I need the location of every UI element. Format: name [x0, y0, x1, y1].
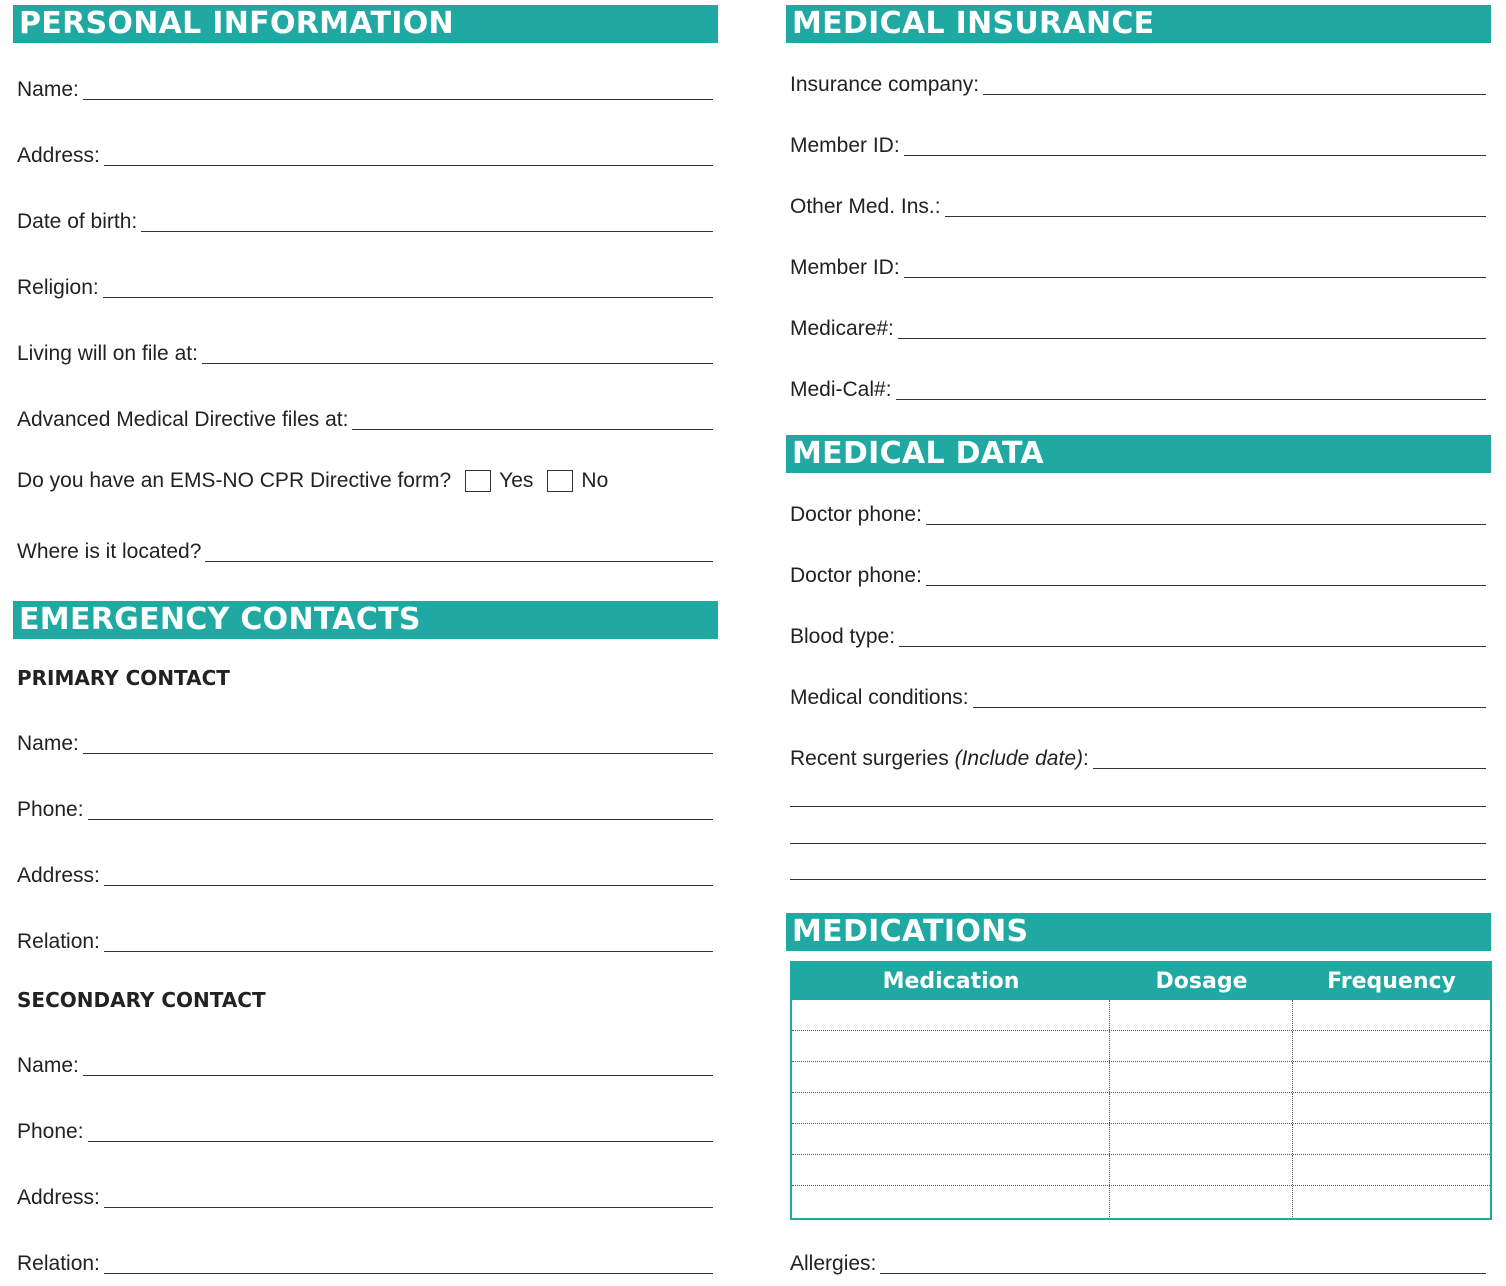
blood-type-field[interactable]: [790, 625, 1486, 649]
field-label: Address:: [17, 864, 100, 887]
input-line[interactable]: [104, 1207, 713, 1208]
table-row: [792, 1000, 1490, 1031]
primary-phone-field[interactable]: [17, 798, 713, 822]
no-checkbox[interactable]: [547, 470, 573, 492]
doctor-phone-2-field[interactable]: [790, 564, 1486, 588]
living-will-field[interactable]: [17, 342, 713, 366]
surgeries-hint: (Include date): [954, 747, 1083, 770]
frequency-cell[interactable]: [1293, 1124, 1490, 1154]
where-located-field[interactable]: [17, 540, 713, 564]
field-label: Medi-Cal#:: [790, 378, 892, 401]
field-label: Member ID:: [790, 256, 900, 279]
medical-conditions-field[interactable]: [790, 686, 1486, 710]
secondary-contact-title: SECONDARY CONTACT: [17, 988, 266, 1012]
secondary-address-field[interactable]: [17, 1186, 713, 1210]
field-label: Religion:: [17, 276, 99, 299]
surgeries-extra-line[interactable]: [790, 843, 1486, 844]
field-label: Relation:: [17, 1252, 100, 1275]
input-line[interactable]: [141, 231, 713, 232]
input-line[interactable]: [945, 216, 1486, 217]
field-label: Medical conditions:: [790, 686, 969, 709]
medi-cal-field[interactable]: [790, 378, 1486, 402]
no-label: No: [581, 469, 609, 492]
medications-header: MEDICATIONS: [786, 913, 1491, 951]
field-label: Other Med. Ins.:: [790, 195, 941, 218]
field-label: Address:: [17, 144, 100, 167]
table-row: [792, 1124, 1490, 1155]
dosage-cell[interactable]: [1110, 1124, 1293, 1154]
dosage-cell[interactable]: [1110, 1155, 1293, 1185]
field-label: Member ID:: [790, 134, 900, 157]
table-row: [792, 1062, 1490, 1093]
primary-relation-field[interactable]: [17, 930, 713, 954]
field-label: Address:: [17, 1186, 100, 1209]
field-label: Date of birth:: [17, 210, 138, 233]
input-line[interactable]: [926, 585, 1486, 586]
insurance-company-field[interactable]: [790, 73, 1486, 97]
input-line[interactable]: [104, 951, 713, 952]
medications-table: [790, 961, 1492, 1220]
dosage-cell[interactable]: [1110, 1062, 1293, 1092]
frequency-cell[interactable]: [1293, 1155, 1490, 1185]
field-label: Advanced Medical Directive files at:: [17, 408, 349, 431]
input-line[interactable]: [88, 1141, 713, 1142]
frequency-cell[interactable]: [1293, 1000, 1490, 1030]
religion-field[interactable]: [17, 276, 713, 300]
dosage-cell[interactable]: [1110, 1186, 1293, 1217]
allergies-field[interactable]: [790, 1252, 1486, 1276]
field-label: Insurance company:: [790, 73, 980, 96]
medication-cell[interactable]: [792, 1155, 1110, 1185]
input-line[interactable]: [983, 94, 1486, 95]
medicare-field[interactable]: [790, 317, 1486, 341]
field-label: [790, 747, 1093, 771]
medication-column-header: Medication: [882, 969, 1020, 994]
input-line[interactable]: [880, 1273, 1486, 1274]
primary-address-field[interactable]: [17, 864, 713, 888]
primary-contact-title: PRIMARY CONTACT: [17, 666, 230, 690]
medical-data-header: MEDICAL DATA: [786, 435, 1491, 473]
member-id-2-field[interactable]: [790, 256, 1486, 280]
surgeries-label: Recent surgeries: [790, 747, 955, 770]
address-field[interactable]: [17, 144, 713, 168]
yes-label: Yes: [499, 469, 534, 492]
cpr-directive-question: [17, 469, 608, 493]
input-line[interactable]: [88, 819, 713, 820]
field-label: Living will on file at:: [17, 342, 198, 365]
field-label: Name:: [17, 78, 79, 101]
emergency-contacts-header: EMERGENCY CONTACTS: [13, 601, 718, 639]
advanced-directive-field[interactable]: [17, 408, 713, 432]
input-line[interactable]: [104, 165, 713, 166]
member-id-field[interactable]: [790, 134, 1486, 158]
input-line[interactable]: [104, 1273, 713, 1274]
yes-checkbox[interactable]: [465, 470, 491, 492]
dosage-column-header: Dosage: [1155, 969, 1248, 994]
input-line[interactable]: [103, 297, 713, 298]
table-header-row: [792, 963, 1490, 1000]
frequency-column-header: Frequency: [1327, 969, 1456, 994]
dosage-cell[interactable]: [1110, 1093, 1293, 1123]
surgeries-extra-line[interactable]: [790, 879, 1486, 880]
input-line[interactable]: [973, 707, 1486, 708]
other-med-ins-field[interactable]: [790, 195, 1486, 219]
field-label: Where is it located?: [17, 540, 202, 563]
frequency-cell[interactable]: [1293, 1093, 1490, 1123]
input-line[interactable]: [104, 885, 713, 886]
input-line[interactable]: [898, 338, 1486, 339]
field-label: Blood type:: [790, 625, 896, 648]
frequency-cell[interactable]: [1293, 1186, 1490, 1217]
input-line[interactable]: [202, 363, 713, 364]
medication-cell[interactable]: [792, 1031, 1110, 1061]
input-line[interactable]: [83, 99, 713, 100]
medication-cell[interactable]: [792, 1186, 1110, 1217]
table-row: [792, 1155, 1490, 1186]
table-row: [792, 1186, 1490, 1217]
table-row: [792, 1031, 1490, 1062]
field-label: Doctor phone:: [790, 564, 922, 587]
field-label: Allergies:: [790, 1252, 877, 1275]
input-line[interactable]: [904, 155, 1486, 156]
medication-cell[interactable]: [792, 1093, 1110, 1123]
medication-cell[interactable]: [792, 1000, 1110, 1030]
primary-name-field[interactable]: [17, 732, 713, 756]
dosage-cell[interactable]: [1110, 1000, 1293, 1030]
table-row: [792, 1093, 1490, 1124]
name-field[interactable]: [17, 78, 713, 102]
dosage-cell[interactable]: [1110, 1031, 1293, 1061]
personal-information-header: PERSONAL INFORMATION: [13, 5, 718, 43]
input-line[interactable]: [83, 753, 713, 754]
input-line[interactable]: [83, 1075, 713, 1076]
medication-cell[interactable]: [792, 1124, 1110, 1154]
field-label: Relation:: [17, 930, 100, 953]
frequency-cell[interactable]: [1293, 1062, 1490, 1092]
medication-cell[interactable]: [792, 1062, 1110, 1092]
medical-insurance-header: MEDICAL INSURANCE: [786, 5, 1491, 43]
secondary-phone-field[interactable]: [17, 1120, 713, 1144]
input-line[interactable]: [1093, 768, 1486, 769]
field-label: Doctor phone:: [790, 503, 922, 526]
field-label: Phone:: [17, 798, 84, 821]
input-line[interactable]: [352, 429, 713, 430]
surgeries-extra-line[interactable]: [790, 806, 1486, 807]
secondary-relation-field[interactable]: [17, 1252, 713, 1276]
date-of-birth-field[interactable]: [17, 210, 713, 234]
secondary-name-field[interactable]: [17, 1054, 713, 1078]
input-line[interactable]: [904, 277, 1486, 278]
recent-surgeries-field[interactable]: [790, 747, 1486, 771]
field-label: Phone:: [17, 1120, 84, 1143]
input-line[interactable]: [926, 524, 1486, 525]
field-label: Name:: [17, 1054, 79, 1077]
cpr-question-label: Do you have an EMS-NO CPR Directive form?: [17, 469, 452, 492]
field-label: Name:: [17, 732, 79, 755]
input-line[interactable]: [899, 646, 1486, 647]
surgeries-colon: :: [1083, 747, 1089, 770]
input-line[interactable]: [896, 399, 1486, 400]
frequency-cell[interactable]: [1293, 1031, 1490, 1061]
doctor-phone-field[interactable]: [790, 503, 1486, 527]
input-line[interactable]: [205, 561, 713, 562]
field-label: Medicare#:: [790, 317, 894, 340]
